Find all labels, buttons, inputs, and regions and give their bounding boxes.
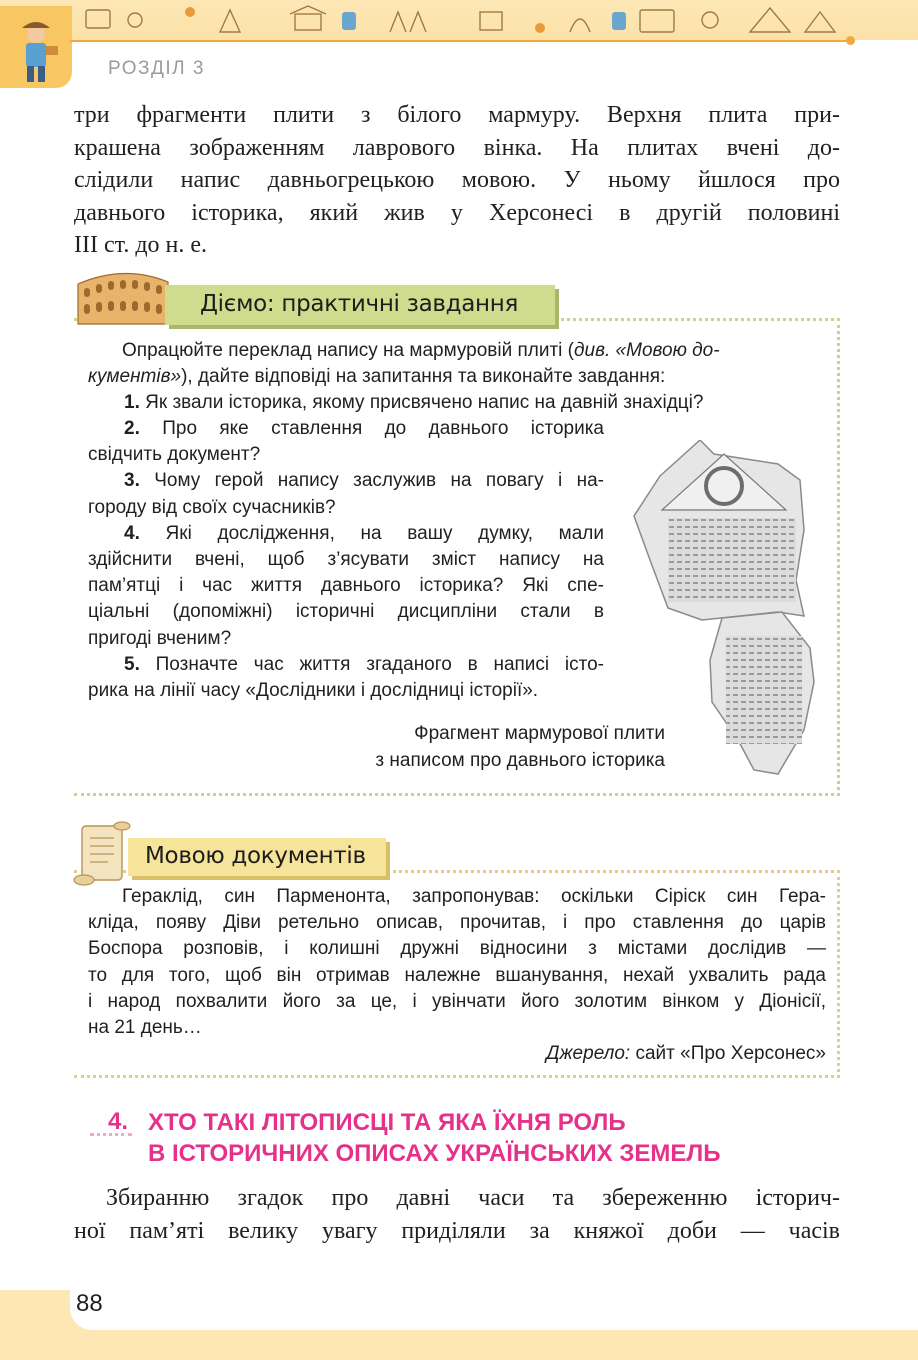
question-text: городу від своїх сучасників? [88,496,336,518]
question-text: пригоді вченим? [88,627,232,649]
question-line [88,416,604,442]
section-label: РОЗДІЛ 3 [108,58,205,79]
intro-line: III ст. до н. е. [74,232,208,258]
source-label: Джерело: [546,1043,631,1065]
intro-line: слідили напис давньогрецькою мовою. У ньому йшлося про [74,167,840,193]
image-caption [280,720,665,774]
section-number: 4. [108,1108,129,1135]
document-title: Мовою документів [145,843,366,869]
task-intro-ref: кументів» [88,366,182,388]
outro-paragraph [74,1182,840,1247]
intro-line: давнього історика, який жив у Херсонесі в другій половині [74,199,840,226]
question-line [88,521,604,547]
explorer-icon [0,6,72,88]
outro-line: Збиранню згадок про давні часи та збереженню історич- [106,1185,840,1211]
question-text: свідчить документ? [88,444,261,466]
question-text: пам’ятці і час життя давнього історика? Які спе- [88,575,604,597]
task-title: Діємо: практичні завдання [200,291,519,317]
task-intro [88,338,828,417]
document-line: і народ похвалити його за це, і увінчати його золотим вінком у Діонісії, [88,990,826,1012]
question-text: Про яке ставлення до давнього історика [162,418,604,439]
header-rule-dot [846,36,855,45]
section-heading [148,1107,720,1169]
question-text: Позначте час життя згаданого в написі істо- [155,653,605,675]
document-line: Гераклід, син Парменонта, запропонував: оскільки Сіріск син Гера- [122,886,826,907]
document-line: Боспора розповів, і колишні дружні відносини з містами дослідив — [88,938,826,960]
question-number: 1. [124,392,140,414]
question-number: 5. [124,653,140,675]
section-heading-line: ХТО ТАКІ ЛІТОПИСЦІ ТА ЯКА ЇХНЯ РОЛЬ [148,1109,626,1136]
question-line [88,468,604,494]
header-rule [70,40,852,42]
task-intro-ref: див. «Мовою до- [574,340,720,361]
question-line [88,652,604,678]
question-text: Як звали історика, якому присвячено напис на давній знахідці? [145,392,704,414]
question-text: Чому герой напису заслужив на повагу і на- [154,470,604,492]
scroll-icon [72,820,134,886]
question-text: Які дослідження, на вашу думку, мали [165,522,604,544]
section-heading-line: В ІСТОРИЧНИХ ОПИСАХ УКРАЇНСЬКИХ ЗЕМЕЛЬ [148,1140,721,1167]
source-text: сайт «Про Херсонес» [630,1043,826,1065]
document-line: кліда, появу Діви ретельно описав, прочитав, і про ставлення до царів [88,912,826,934]
document-line: на 21 день… [88,1017,202,1039]
decorative-icons-strip [80,2,850,38]
task-intro-text: ), дайте відповіді на запитання та виконайте завдання: [181,366,666,388]
document-text [88,884,826,1067]
intro-paragraph [74,99,840,262]
question-number: 4. [124,522,140,544]
footer-cutout [70,1290,918,1330]
colosseum-icon [74,262,172,326]
caption-line: Фрагмент мармурової плити [414,723,665,744]
page-number: 88 [76,1290,103,1317]
task-questions [88,416,604,704]
intro-line: три фрагменти плити з білого мармуру. Верхня плита при- [74,102,840,128]
question-text: рика на лінії часу «Дослідники і дослідниці історії». [88,680,539,702]
question-number: 2. [124,418,140,439]
caption-line: з написом про давнього історика [375,750,665,771]
question-number: 3. [124,470,140,492]
intro-line: крашена зображенням лаврового вінка. На плитах вчені до- [74,134,840,161]
task-intro-text: Опрацюйте переклад напису на мармуровій плиті ( [122,340,575,361]
question-text: здійснити вчені, щоб з’ясувати зміст напису на [88,549,604,571]
outro-line: ної пам’яті велику увагу приділяли за княжої доби — часів [74,1217,840,1244]
document-line: то для того, щоб він отримав належне вшанування, нехай ухвалить рада [88,964,826,986]
question-text: ціальні (допоміжні) історичні дисципліни стали в [88,601,604,623]
document-source [88,1041,826,1067]
